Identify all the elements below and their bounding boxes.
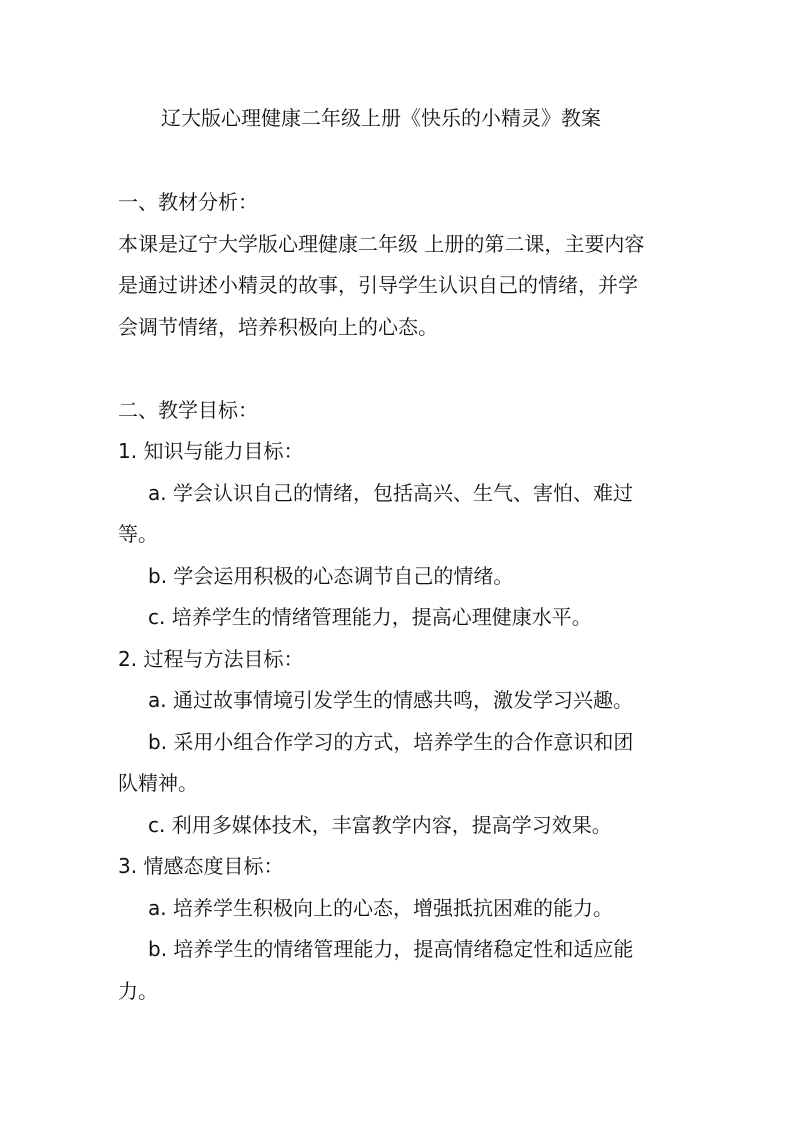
goal-item: b. 学会运用积极的心态调节自己的情绪。 bbox=[148, 563, 514, 588]
blank-line bbox=[118, 348, 698, 390]
goal-item: b. 采用小组合作学习的方式，培养学生的合作意识和团 bbox=[148, 729, 634, 754]
paragraph-line: 是通过讲述小精灵的故事，引导学生认识自己的情绪，并学 bbox=[118, 273, 638, 297]
document-title: 辽大版心理健康二年级上册《快乐的小精灵》教案 bbox=[161, 106, 601, 130]
goal-item-continuation: 力。 bbox=[118, 978, 158, 1003]
goal-item: c. 培养学生的情绪管理能力，提高心理健康水平。 bbox=[148, 605, 592, 629]
goal-item: a. 通过故事情境引发学生的情感共鸣，激发学习兴趣。 bbox=[148, 688, 633, 712]
goal-item: b. 培养学生的情绪管理能力，提高情绪稳定性和适应能 bbox=[148, 937, 634, 961]
goal-heading-emotion: 3. 情感态度目标： bbox=[118, 854, 284, 878]
goal-item-continuation: 队精神。 bbox=[118, 771, 198, 795]
section-heading-teaching-goals: 二、教学目标： bbox=[118, 397, 258, 422]
goal-item: a. 学会认识自己的情绪，包括高兴、生气、害怕、难过 bbox=[148, 480, 633, 505]
goal-item: a. 培养学生积极向上的心态，增强抵抗困难的能力。 bbox=[148, 895, 613, 920]
document-body bbox=[118, 182, 698, 1012]
goal-item: c. 利用多媒体技术，丰富教学内容，提高学习效果。 bbox=[148, 812, 612, 837]
goal-heading-process: 2. 过程与方法目标： bbox=[118, 646, 304, 671]
goal-item-continuation: 等。 bbox=[118, 522, 158, 546]
section-heading-material-analysis: 一、教材分析： bbox=[118, 190, 258, 214]
paragraph-line: 本课是辽宁大学版心理健康二年级 上册的第二课，主要内容 bbox=[118, 231, 645, 256]
goal-heading-knowledge: 1. 知识与能力目标： bbox=[118, 439, 304, 463]
paragraph-line: 会调节情绪，培养积极向上的心态。 bbox=[118, 314, 438, 339]
